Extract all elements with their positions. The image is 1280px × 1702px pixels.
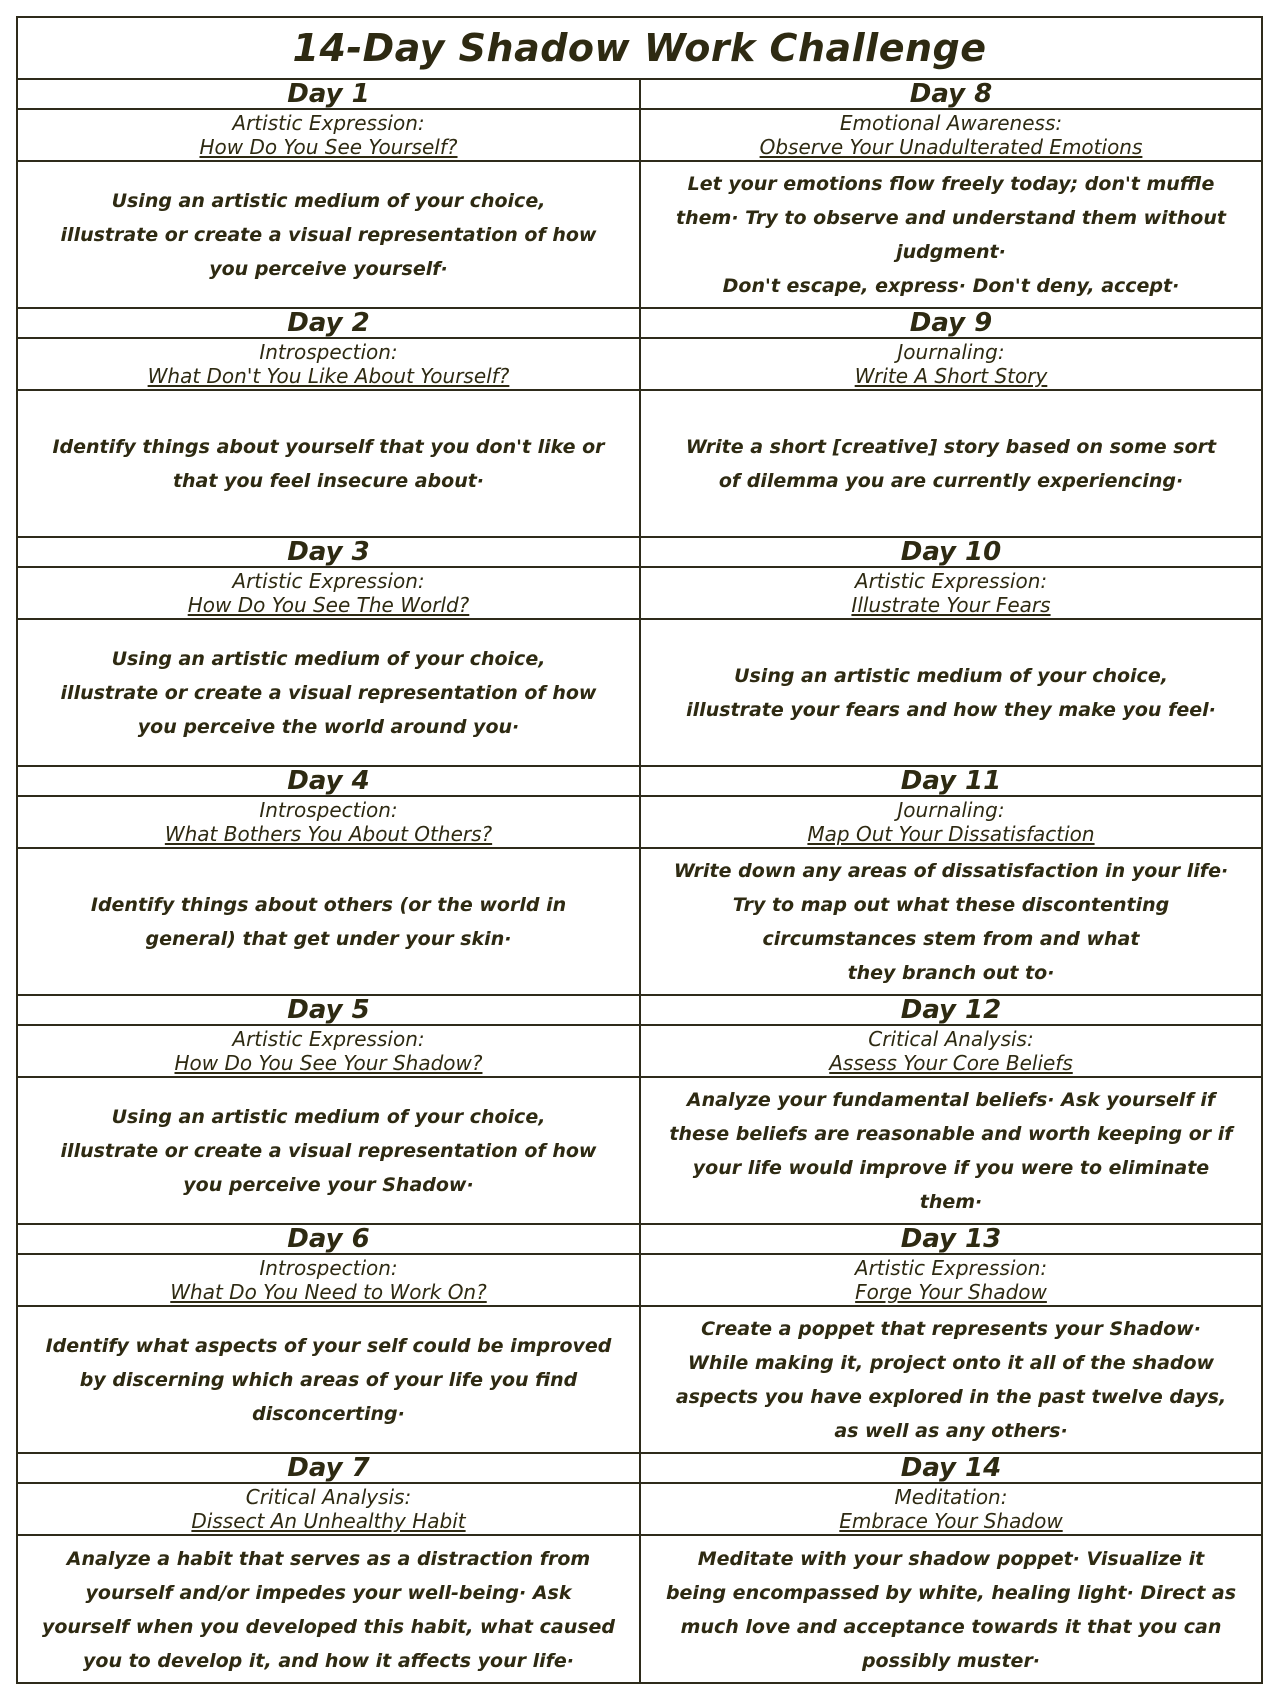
day-category: Introspection:: [259, 1256, 398, 1280]
day-instructions: Using an artistic medium of your choice, illustrate or create a visual representation of how you perceive the world around you·: [18, 620, 639, 767]
challenge-sheet: [16, 16, 1263, 1684]
day-subheader: [18, 1026, 639, 1078]
day-cell: [641, 996, 1261, 1225]
day-cell: [641, 80, 1261, 309]
day-cell: [641, 1454, 1261, 1683]
day-topic: Observe Your Unadulterated Emotions: [759, 135, 1143, 159]
day-heading: Day 12: [641, 996, 1261, 1026]
day-instructions: Meditate with your shadow poppet· Visualize it being encompassed by white, healing light· Direct as much love and acceptance towards it that you can possibly muster·: [665, 1547, 1237, 1672]
day-cell: [18, 309, 639, 538]
day-instructions: Using an artistic medium of your choice, illustrate or create a visual representation of how you perceive yourself·: [18, 162, 639, 309]
day-category: Artistic Expression:: [232, 111, 425, 135]
day-subheader: [641, 568, 1261, 620]
day-instructions: Let your emotions flow freely today; don't muffle them· Try to observe and understand them without judgment· Don't escape, express· Don't deny, accept·: [641, 162, 1261, 309]
day-instructions: Identify what aspects of your self could be improved by discerning which areas of your life you find disconcerting·: [18, 1307, 639, 1454]
left-column: [18, 80, 641, 1683]
days-grid: [18, 80, 1261, 1683]
day-heading: Day 8: [641, 80, 1261, 110]
day-subheader: [18, 1255, 639, 1307]
day-category: Journaling:: [897, 798, 1005, 822]
day-topic: Embrace Your Shadow: [839, 1509, 1063, 1533]
day-cell: [641, 309, 1261, 538]
day-cell: [641, 538, 1261, 767]
day-category: Artistic Expression:: [232, 1027, 425, 1051]
day-subheader: [18, 1484, 639, 1536]
day-instructions: Using an artistic medium of your choice, illustrate or create a visual representation of how you perceive your Shadow·: [18, 1078, 639, 1225]
day-topic: How Do You See The World?: [187, 593, 470, 617]
day-subheader: [18, 797, 639, 849]
day-instructions: Using an artistic medium of your choice, illustrate your fears and how they make you feel·: [641, 620, 1261, 767]
day-cell: [18, 80, 639, 309]
day-subheader: [641, 1255, 1261, 1307]
day-cell: [18, 538, 639, 767]
day-cell: [18, 996, 639, 1225]
day-category: Critical Analysis:: [245, 1485, 412, 1509]
day-heading: Day 6: [18, 1225, 639, 1255]
day-category: Journaling:: [897, 340, 1005, 364]
day-cell: [18, 1454, 639, 1683]
day-subheader: [641, 797, 1261, 849]
day-instructions: Analyze your fundamental beliefs· Ask yourself if these beliefs are reasonable and worth keeping or if your life would improve if you were to eliminate them·: [641, 1078, 1261, 1225]
day-category: Meditation:: [894, 1485, 1008, 1509]
day-subheader: [18, 568, 639, 620]
day-topic: What Bothers You About Others?: [164, 822, 493, 846]
day-category: Artistic Expression:: [232, 569, 425, 593]
day-topic: How Do You See Your Shadow?: [174, 1051, 483, 1075]
day-category: Artistic Expression:: [854, 1256, 1048, 1280]
day-heading: Day 1: [18, 80, 639, 110]
day-category: Introspection:: [259, 798, 398, 822]
day-topic: Assess Your Core Beliefs: [829, 1051, 1073, 1075]
day-cell: [641, 1225, 1261, 1454]
day-heading: Day 13: [641, 1225, 1261, 1255]
day-topic: What Do You Need to Work On?: [170, 1280, 487, 1304]
right-column: [641, 80, 1261, 1683]
day-instructions: Write a short [creative] story based on some sort of dilemma you are currently experiencing·: [641, 391, 1261, 538]
day-heading: Day 4: [18, 767, 639, 797]
day-heading: Day 3: [18, 538, 639, 568]
day-topic: Write A Short Story: [854, 364, 1048, 388]
day-category: Artistic Expression:: [854, 569, 1048, 593]
day-subheader: [641, 1484, 1261, 1536]
day-topic: Illustrate Your Fears: [851, 593, 1051, 617]
page-title: 14-Day Shadow Work Challenge: [18, 18, 1261, 80]
day-instructions: Write down any areas of dissatisfaction in your life· Try to map out what these discontenting circumstances stem from and what they branch out to·: [641, 849, 1261, 996]
day-subheader: [641, 339, 1261, 391]
day-topic: Map Out Your Dissatisfaction: [807, 822, 1095, 846]
day-subheader: [18, 339, 639, 391]
day-cell: [18, 1225, 639, 1454]
day-category: Emotional Awareness:: [839, 111, 1063, 135]
day-heading: Day 9: [641, 309, 1261, 339]
day-heading: Day 5: [18, 996, 639, 1026]
day-subheader: [641, 110, 1261, 162]
day-instructions: Identify things about yourself that you don't like or that you feel insecure about·: [18, 391, 639, 538]
day-subheader: [641, 1026, 1261, 1078]
day-instructions: Create a poppet that represents your Shadow· While making it, project onto it all of the shadow aspects you have explored in the past twelve days, as well as any others·: [641, 1307, 1261, 1454]
day-instructions: Analyze a habit that serves as a distraction from yourself and/or impedes your well-being· Ask yourself when you developed this habit, what caused you to develop it, and how it affects your life·: [41, 1547, 616, 1672]
day-cell: [18, 767, 639, 996]
day-topic: What Don't You Like About Yourself?: [147, 364, 510, 388]
day-instructions: Identify things about others (or the world in general) that get under your skin·: [18, 849, 639, 996]
day-topic: Dissect An Unhealthy Habit: [191, 1509, 466, 1533]
day-heading: Day 11: [641, 767, 1261, 797]
day-cell: [641, 767, 1261, 996]
day-heading: Day 2: [18, 309, 639, 339]
day-topic: How Do You See Yourself?: [199, 135, 458, 159]
day-subheader: [18, 110, 639, 162]
day-heading: Day 7: [18, 1454, 639, 1484]
day-topic: Forge Your Shadow: [855, 1280, 1047, 1304]
day-heading: Day 14: [641, 1454, 1261, 1484]
day-category: Introspection:: [259, 340, 398, 364]
day-heading: Day 10: [641, 538, 1261, 568]
day-category: Critical Analysis:: [868, 1027, 1034, 1051]
